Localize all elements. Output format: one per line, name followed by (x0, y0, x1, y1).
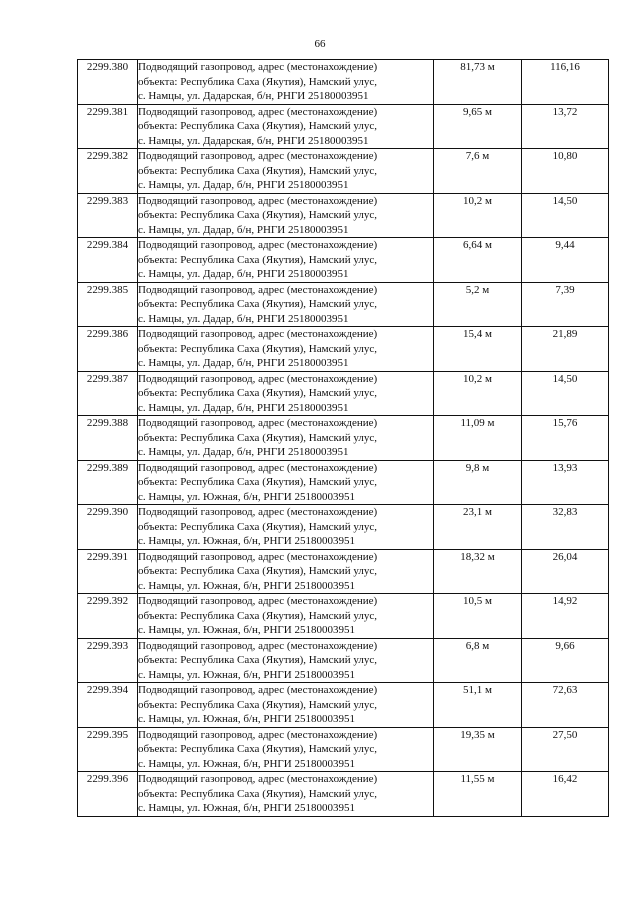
description-line: объекта: Республика Саха (Якутия), Намский улус, (138, 75, 377, 88)
description-line: Подводящий газопровод, адрес (местонахождение) (138, 773, 378, 785)
value-cell: 13,93 (522, 460, 609, 505)
description-line: Подводящий газопровод, адрес (местонахождение) (138, 328, 378, 340)
length-cell: 23,1 м (434, 505, 522, 550)
value-cell: 15,76 (522, 416, 609, 461)
description-cell (138, 549, 434, 594)
description-line: Подводящий газопровод, адрес (местонахождение) (138, 283, 378, 296)
page-number: 66 (314, 38, 326, 50)
row-number-cell: 2299.381 (78, 104, 138, 149)
value-cell: 14,92 (522, 594, 609, 639)
row-number-cell: 2299.396 (78, 772, 138, 817)
description-line: объекта: Республика Саха (Якутия), Намский улус, (138, 520, 377, 533)
description-cell (138, 727, 434, 772)
length-cell: 10,2 м (434, 193, 522, 238)
description-line: объекта: Республика Саха (Якутия), Намский улус, (138, 431, 377, 444)
description-cell (138, 327, 434, 372)
description-line: Подводящий газопровод, адрес (местонахождение) (138, 239, 378, 251)
table-row (78, 683, 609, 728)
value-cell: 26,04 (522, 549, 609, 594)
row-number-cell: 2299.390 (78, 505, 138, 550)
description-line: с. Намцы, ул. Южная, б/н, РНГИ 25180003951 (138, 802, 355, 814)
property-registry-table (77, 59, 609, 817)
description-line: с. Намцы, ул. Южная, б/н, РНГИ 25180003951 (138, 490, 355, 503)
description-line: с. Намцы, ул. Дадар, б/н, РНГИ 25180003951 (138, 179, 349, 191)
description-line: объекта: Республика Саха (Якутия), Намский улус, (138, 609, 377, 622)
table-row (78, 772, 609, 817)
description-line: объекта: Республика Саха (Якутия), Намский улус, (138, 654, 377, 666)
row-number-cell: 2299.382 (78, 149, 138, 194)
table-row (78, 371, 609, 416)
length-cell: 6,64 м (434, 238, 522, 283)
table-row (78, 638, 609, 683)
description-line: объекта: Республика Саха (Якутия), Намский улус, (138, 120, 377, 132)
description-line: с. Намцы, ул. Южная, б/н, РНГИ 25180003951 (138, 757, 355, 770)
description-line: с. Намцы, ул. Дадарская, б/н, РНГИ 25180003951 (138, 134, 369, 147)
row-number-cell: 2299.387 (78, 371, 138, 416)
description-line: Подводящий газопровод, адрес (местонахождение) (138, 595, 378, 607)
length-cell: 9,65 м (434, 104, 522, 149)
length-cell: 9,8 м (434, 460, 522, 505)
length-cell: 6,8 м (434, 638, 522, 683)
row-number-cell: 2299.395 (78, 727, 138, 772)
row-number-cell: 2299.394 (78, 683, 138, 728)
table-row (78, 594, 609, 639)
description-line: с. Намцы, ул. Южная, б/н, РНГИ 25180003951 (138, 579, 355, 592)
description-line: Подводящий газопровод, адрес (местонахождение) (138, 506, 378, 518)
length-cell: 19,35 м (434, 727, 522, 772)
description-line: с. Намцы, ул. Дадарская, б/н, РНГИ 25180003951 (138, 90, 369, 102)
registry-table-body (78, 60, 609, 817)
description-line: объекта: Республика Саха (Якутия), Намский улус, (138, 298, 377, 310)
table-row (78, 549, 609, 594)
description-line: Подводящий газопровод, адрес (местонахождение) (138, 728, 378, 741)
description-line: Подводящий газопровод, адрес (местонахождение) (138, 150, 378, 162)
table-row (78, 193, 609, 238)
value-cell: 21,89 (522, 327, 609, 372)
row-number-cell: 2299.389 (78, 460, 138, 505)
table-row (78, 238, 609, 283)
row-number-cell: 2299.386 (78, 327, 138, 372)
description-cell (138, 416, 434, 461)
description-line: объекта: Республика Саха (Якутия), Намский улус, (138, 342, 377, 355)
row-number-cell: 2299.388 (78, 416, 138, 461)
value-cell: 14,50 (522, 193, 609, 238)
row-number-cell: 2299.384 (78, 238, 138, 283)
description-line: объекта: Республика Саха (Якутия), Намский улус, (138, 743, 377, 755)
description-line: Подводящий газопровод, адрес (местонахождение) (138, 372, 378, 385)
description-line: объекта: Республика Саха (Якутия), Намский улус, (138, 164, 377, 177)
description-cell (138, 683, 434, 728)
description-line: Подводящий газопровод, адрес (местонахождение) (138, 61, 378, 73)
description-line: Подводящий газопровод, адрес (местонахождение) (138, 684, 378, 696)
length-cell: 11,09 м (434, 416, 522, 461)
value-cell: 27,50 (522, 727, 609, 772)
description-line: Подводящий газопровод, адрес (местонахождение) (138, 461, 378, 474)
description-line: объекта: Республика Саха (Якутия), Намский улус, (138, 209, 377, 221)
description-cell (138, 282, 434, 327)
table-row (78, 104, 609, 149)
description-line: с. Намцы, ул. Южная, б/н, РНГИ 25180003951 (138, 668, 355, 681)
description-cell (138, 594, 434, 639)
value-cell: 9,66 (522, 638, 609, 683)
description-line: Подводящий газопровод, адрес (местонахождение) (138, 550, 378, 563)
value-cell: 9,44 (522, 238, 609, 283)
description-line: с. Намцы, ул. Дадар, б/н, РНГИ 25180003951 (138, 401, 349, 414)
value-cell: 7,39 (522, 282, 609, 327)
value-cell: 32,83 (522, 505, 609, 550)
description-line: объекта: Республика Саха (Якутия), Намский улус, (138, 565, 377, 577)
row-number-cell: 2299.393 (78, 638, 138, 683)
description-line: Подводящий газопровод, адрес (местонахождение) (138, 105, 378, 118)
description-line: с. Намцы, ул. Южная, б/н, РНГИ 25180003951 (138, 713, 355, 725)
description-line: Подводящий газопровод, адрес (местонахождение) (138, 639, 378, 652)
length-cell: 15,4 м (434, 327, 522, 372)
description-line: с. Намцы, ул. Дадар, б/н, РНГИ 25180003951 (138, 268, 349, 280)
description-line: с. Намцы, ул. Южная, б/н, РНГИ 25180003951 (138, 624, 355, 636)
table-row (78, 505, 609, 550)
table-row (78, 149, 609, 194)
description-line: с. Намцы, ул. Дадар, б/н, РНГИ 25180003951 (138, 312, 349, 325)
table-row (78, 460, 609, 505)
table-row (78, 327, 609, 372)
table-row (78, 60, 609, 105)
length-cell: 81,73 м (434, 60, 522, 105)
table-row (78, 282, 609, 327)
row-number-cell: 2299.380 (78, 60, 138, 105)
description-cell (138, 60, 434, 105)
description-cell (138, 505, 434, 550)
description-line: объекта: Республика Саха (Якутия), Намский улус, (138, 387, 377, 399)
row-number-cell: 2299.391 (78, 549, 138, 594)
length-cell: 10,5 м (434, 594, 522, 639)
row-number-cell: 2299.383 (78, 193, 138, 238)
row-number-cell: 2299.385 (78, 282, 138, 327)
description-line: Подводящий газопровод, адрес (местонахождение) (138, 417, 378, 429)
description-cell (138, 104, 434, 149)
length-cell: 11,55 м (434, 772, 522, 817)
description-line: с. Намцы, ул. Южная, б/н, РНГИ 25180003951 (138, 535, 355, 547)
length-cell: 10,2 м (434, 371, 522, 416)
description-line: объекта: Республика Саха (Якутия), Намский улус, (138, 698, 377, 711)
description-line: Подводящий газопровод, адрес (местонахождение) (138, 194, 378, 207)
description-line: объекта: Республика Саха (Якутия), Намский улус, (138, 787, 377, 800)
description-cell (138, 238, 434, 283)
value-cell: 10,80 (522, 149, 609, 194)
description-cell (138, 460, 434, 505)
description-line: объекта: Республика Саха (Якутия), Намский улус, (138, 476, 377, 488)
value-cell: 14,50 (522, 371, 609, 416)
description-cell (138, 371, 434, 416)
description-line: с. Намцы, ул. Дадар, б/н, РНГИ 25180003951 (138, 223, 349, 236)
description-line: объекта: Республика Саха (Якутия), Намский улус, (138, 253, 377, 266)
description-cell (138, 638, 434, 683)
value-cell: 16,42 (522, 772, 609, 817)
description-cell (138, 149, 434, 194)
length-cell: 5,2 м (434, 282, 522, 327)
length-cell: 7,6 м (434, 149, 522, 194)
table-row (78, 416, 609, 461)
length-cell: 18,32 м (434, 549, 522, 594)
value-cell: 116,16 (522, 60, 609, 105)
description-cell (138, 193, 434, 238)
value-cell: 13,72 (522, 104, 609, 149)
description-cell (138, 772, 434, 817)
row-number-cell: 2299.392 (78, 594, 138, 639)
length-cell: 51,1 м (434, 683, 522, 728)
value-cell: 72,63 (522, 683, 609, 728)
description-line: с. Намцы, ул. Дадар, б/н, РНГИ 25180003951 (138, 357, 349, 369)
table-row (78, 727, 609, 772)
description-line: с. Намцы, ул. Дадар, б/н, РНГИ 25180003951 (138, 446, 349, 458)
